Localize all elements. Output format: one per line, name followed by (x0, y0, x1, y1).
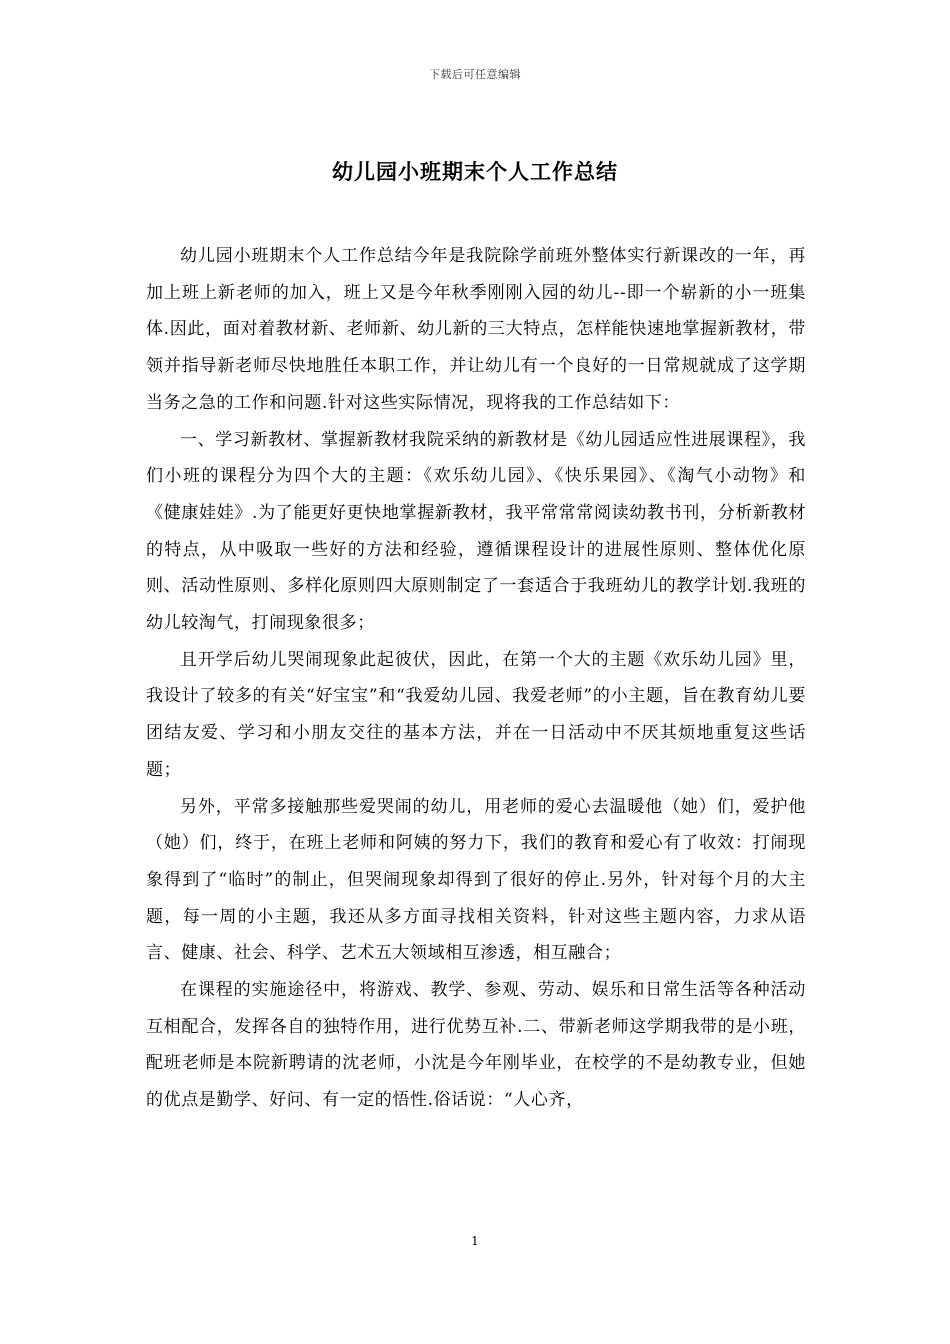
paragraph-crying-children: 且开学后幼儿哭闹现象此起彼伏，因此，在第一个大的主题《欢乐幼儿园》里，我设计了较多的有关“好宝宝”和“我爱幼儿园、我爱老师”的小主题，旨在教育幼儿要团结友爱、学习和小朋友交往的基本方法，并在一日活动中不厌其烦地重复这些话题； (146, 649, 806, 780)
paragraph-care-and-themes: 另外，平常多接触那些爱哭闹的幼儿，用老师的爱心去温暖他（她）们，爱护他（她）们，终于，在班上老师和阿姨的努力下，我们的教育和爱心有了收效：打闹现象得到了“临时”的制止，但哭闹现象却得到了很好的停止.另外，针对每个月的大主题，每一周的小主题，我还从多方面寻找相关资料，针对这些主题内容，力求从语言、健康、社会、科学、艺术五大领域相互渗透，相互融合； (146, 796, 806, 964)
document-body (146, 238, 806, 1119)
page-number: 1 (471, 1234, 479, 1248)
page-header-note: 下载后可任意编辑 (429, 68, 521, 81)
paragraph-new-teacher: 在课程的实施途径中，将游戏、教学、参观、劳动、娱乐和日常生活等各种活动互相配合，发挥各自的独特作用，进行优势互补.二、带新老师这学期我带的是小班，配班老师是本院新聘请的沈老师，小沈是今年刚毕业，在校学的不是幼教专业，但她的优点是勤学、好问、有一定的悟性.俗话说：“人心齐， (146, 980, 806, 1111)
document-title: 幼儿园小班期末个人工作总结 (332, 159, 618, 184)
paragraph-intro: 幼儿园小班期末个人工作总结今年是我院除学前班外整体实行新课改的一年，再加上班上新老师的加入，班上又是今年秋季刚刚入园的幼儿--即一个崭新的小一班集体.因此，面对着教材新、老师新、幼儿新的三大特点，怎样能快速地掌握新教材，带领并指导新老师尽快地胜任本职工作，并让幼儿有一个良好的一日常规就成了这学期当务之急的工作和问题.针对这些实际情况，现将我的工作总结如下： (146, 246, 806, 413)
paragraph-new-curriculum: 一、学习新教材、掌握新教材我院采纳的新教材是《幼儿园适应性进展课程》，我们小班的课程分为四个大的主题：《欢乐幼儿园》、《快乐果园》、《淘气小动物》和《健康娃娃》.为了能更好更快地掌握新教材，我平常常常阅读幼教书刊，分析新教材的特点，从中吸取一些好的方法和经验，遵循课程设计的进展性原则、整体优化原则、活动性原则、多样化原则四大原则制定了一套适合于我班幼儿的教学计划.我班的幼儿较淘气，打闹现象很多； (146, 429, 806, 634)
